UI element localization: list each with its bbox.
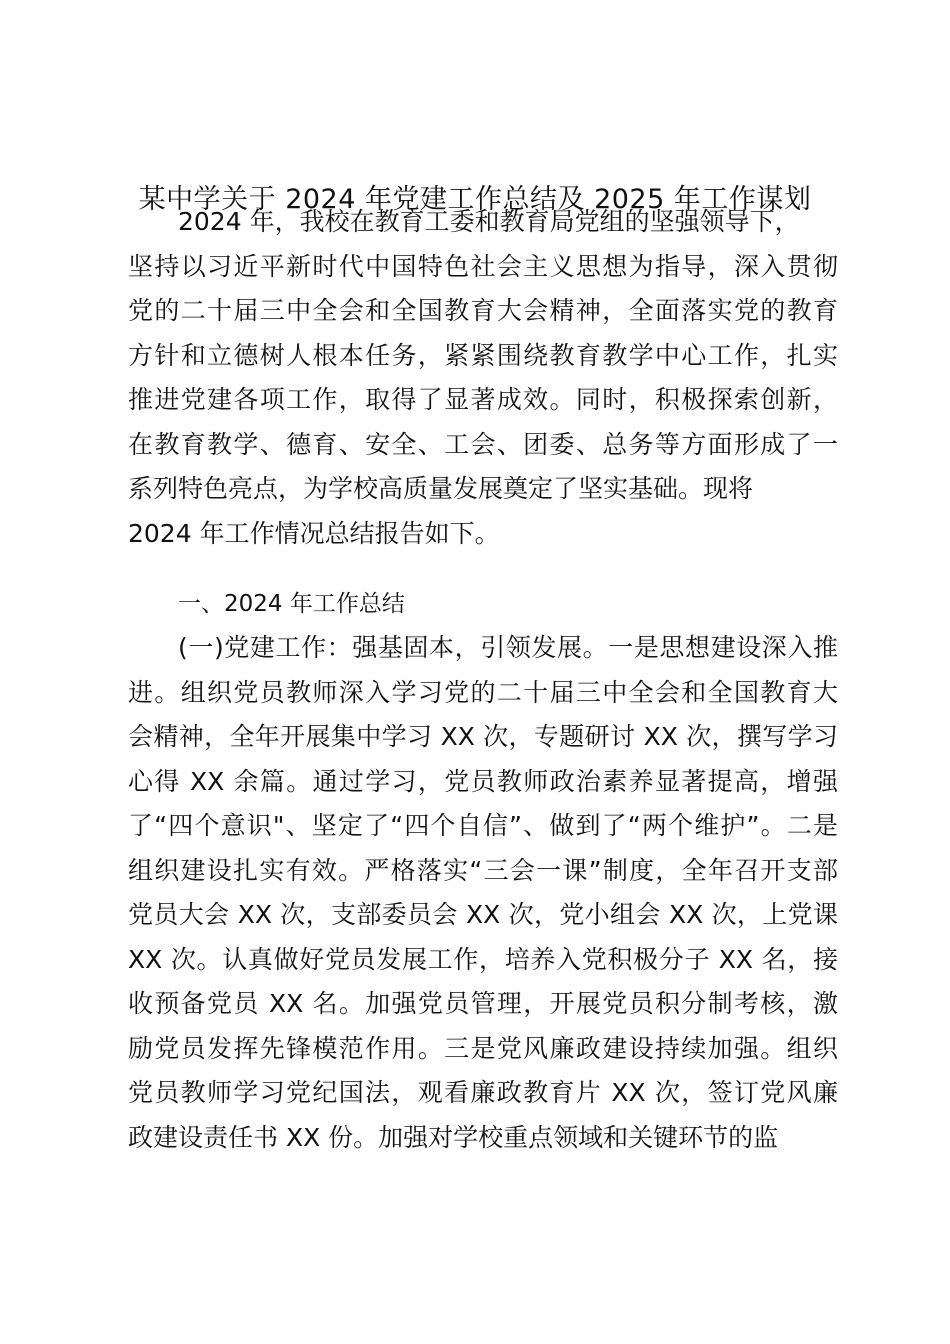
intro-line: 坚持以习近平新时代中国特色社会主义思想为指导，深入贯彻 <box>128 251 838 281</box>
section-line: 政建设责任书 XX 份。加强对学校重点领域和关键环节的监 <box>128 1122 779 1152</box>
intro-paragraph <box>128 200 838 556</box>
section-line: (一)党建工作：强基固本，引领发展。一是思想建设深入推 <box>178 633 838 662</box>
section-line: 党员大会 XX 次，支部委员会 XX 次，党小组会 XX 次，上党课 <box>128 900 838 929</box>
section-paragraph <box>128 626 838 1160</box>
intro-line: 推进党建各项工作，取得了显著成效。同时，积极探索创新， <box>128 385 838 414</box>
intro-line: 党的二十届三中全会和全国教育大会精神，全面落实党的教育 <box>128 296 838 325</box>
section-line: XX 次。认真做好党员发展工作，培养入党积极分子 XX 名，接 <box>128 944 838 974</box>
section-line: 收预备党员 XX 名。加强党员管理，开展党员积分制考核，激 <box>128 989 838 1018</box>
section-line: 会精神，全年开展集中学习 XX 次，专题研讨 XX 次，撰写学习 <box>128 722 838 751</box>
intro-line: 2024 年工作情况总结报告如下。 <box>128 518 500 548</box>
intro-line: 2024 年，我校在教育工委和教育局党组的坚强领导下， <box>178 207 800 236</box>
section-line: 励党员发挥先锋模范作用。三是党风廉政建设持续加强。组织 <box>128 1033 838 1063</box>
section-line: 党员教师学习党纪国法，观看廉政教育片 XX 次，签订党风廉 <box>128 1078 838 1107</box>
intro-line: 系列特色亮点，为学校高质量发展奠定了坚实基础。现将 <box>128 474 754 503</box>
intro-line: 方针和立德树人根本任务，紧紧围绕教育教学中心工作，扎实 <box>128 340 838 370</box>
document-title: 某中学关于 2024 年党建工作总结及 2025 年工作谋划 <box>138 184 812 215</box>
section-line: 进。组织党员教师深入学习党的二十届三中全会和全国教育大 <box>128 677 838 707</box>
intro-line: 在教育教学、德育、安全、工会、团委、总务等方面形成了一 <box>128 429 838 459</box>
section-line: 心得 XX 余篇。通过学习，党员教师政治素养显著提高，增强 <box>128 766 838 796</box>
section-heading: 一、2024 年工作总结 <box>178 591 405 617</box>
section-line: 组织建设扎实有效。严格落实“三会一课”制度，全年召开支部 <box>128 855 838 885</box>
section-line: 了“四个意识"、坚定了“四个自信”、做到了“两个维护”。二是 <box>128 811 838 840</box>
